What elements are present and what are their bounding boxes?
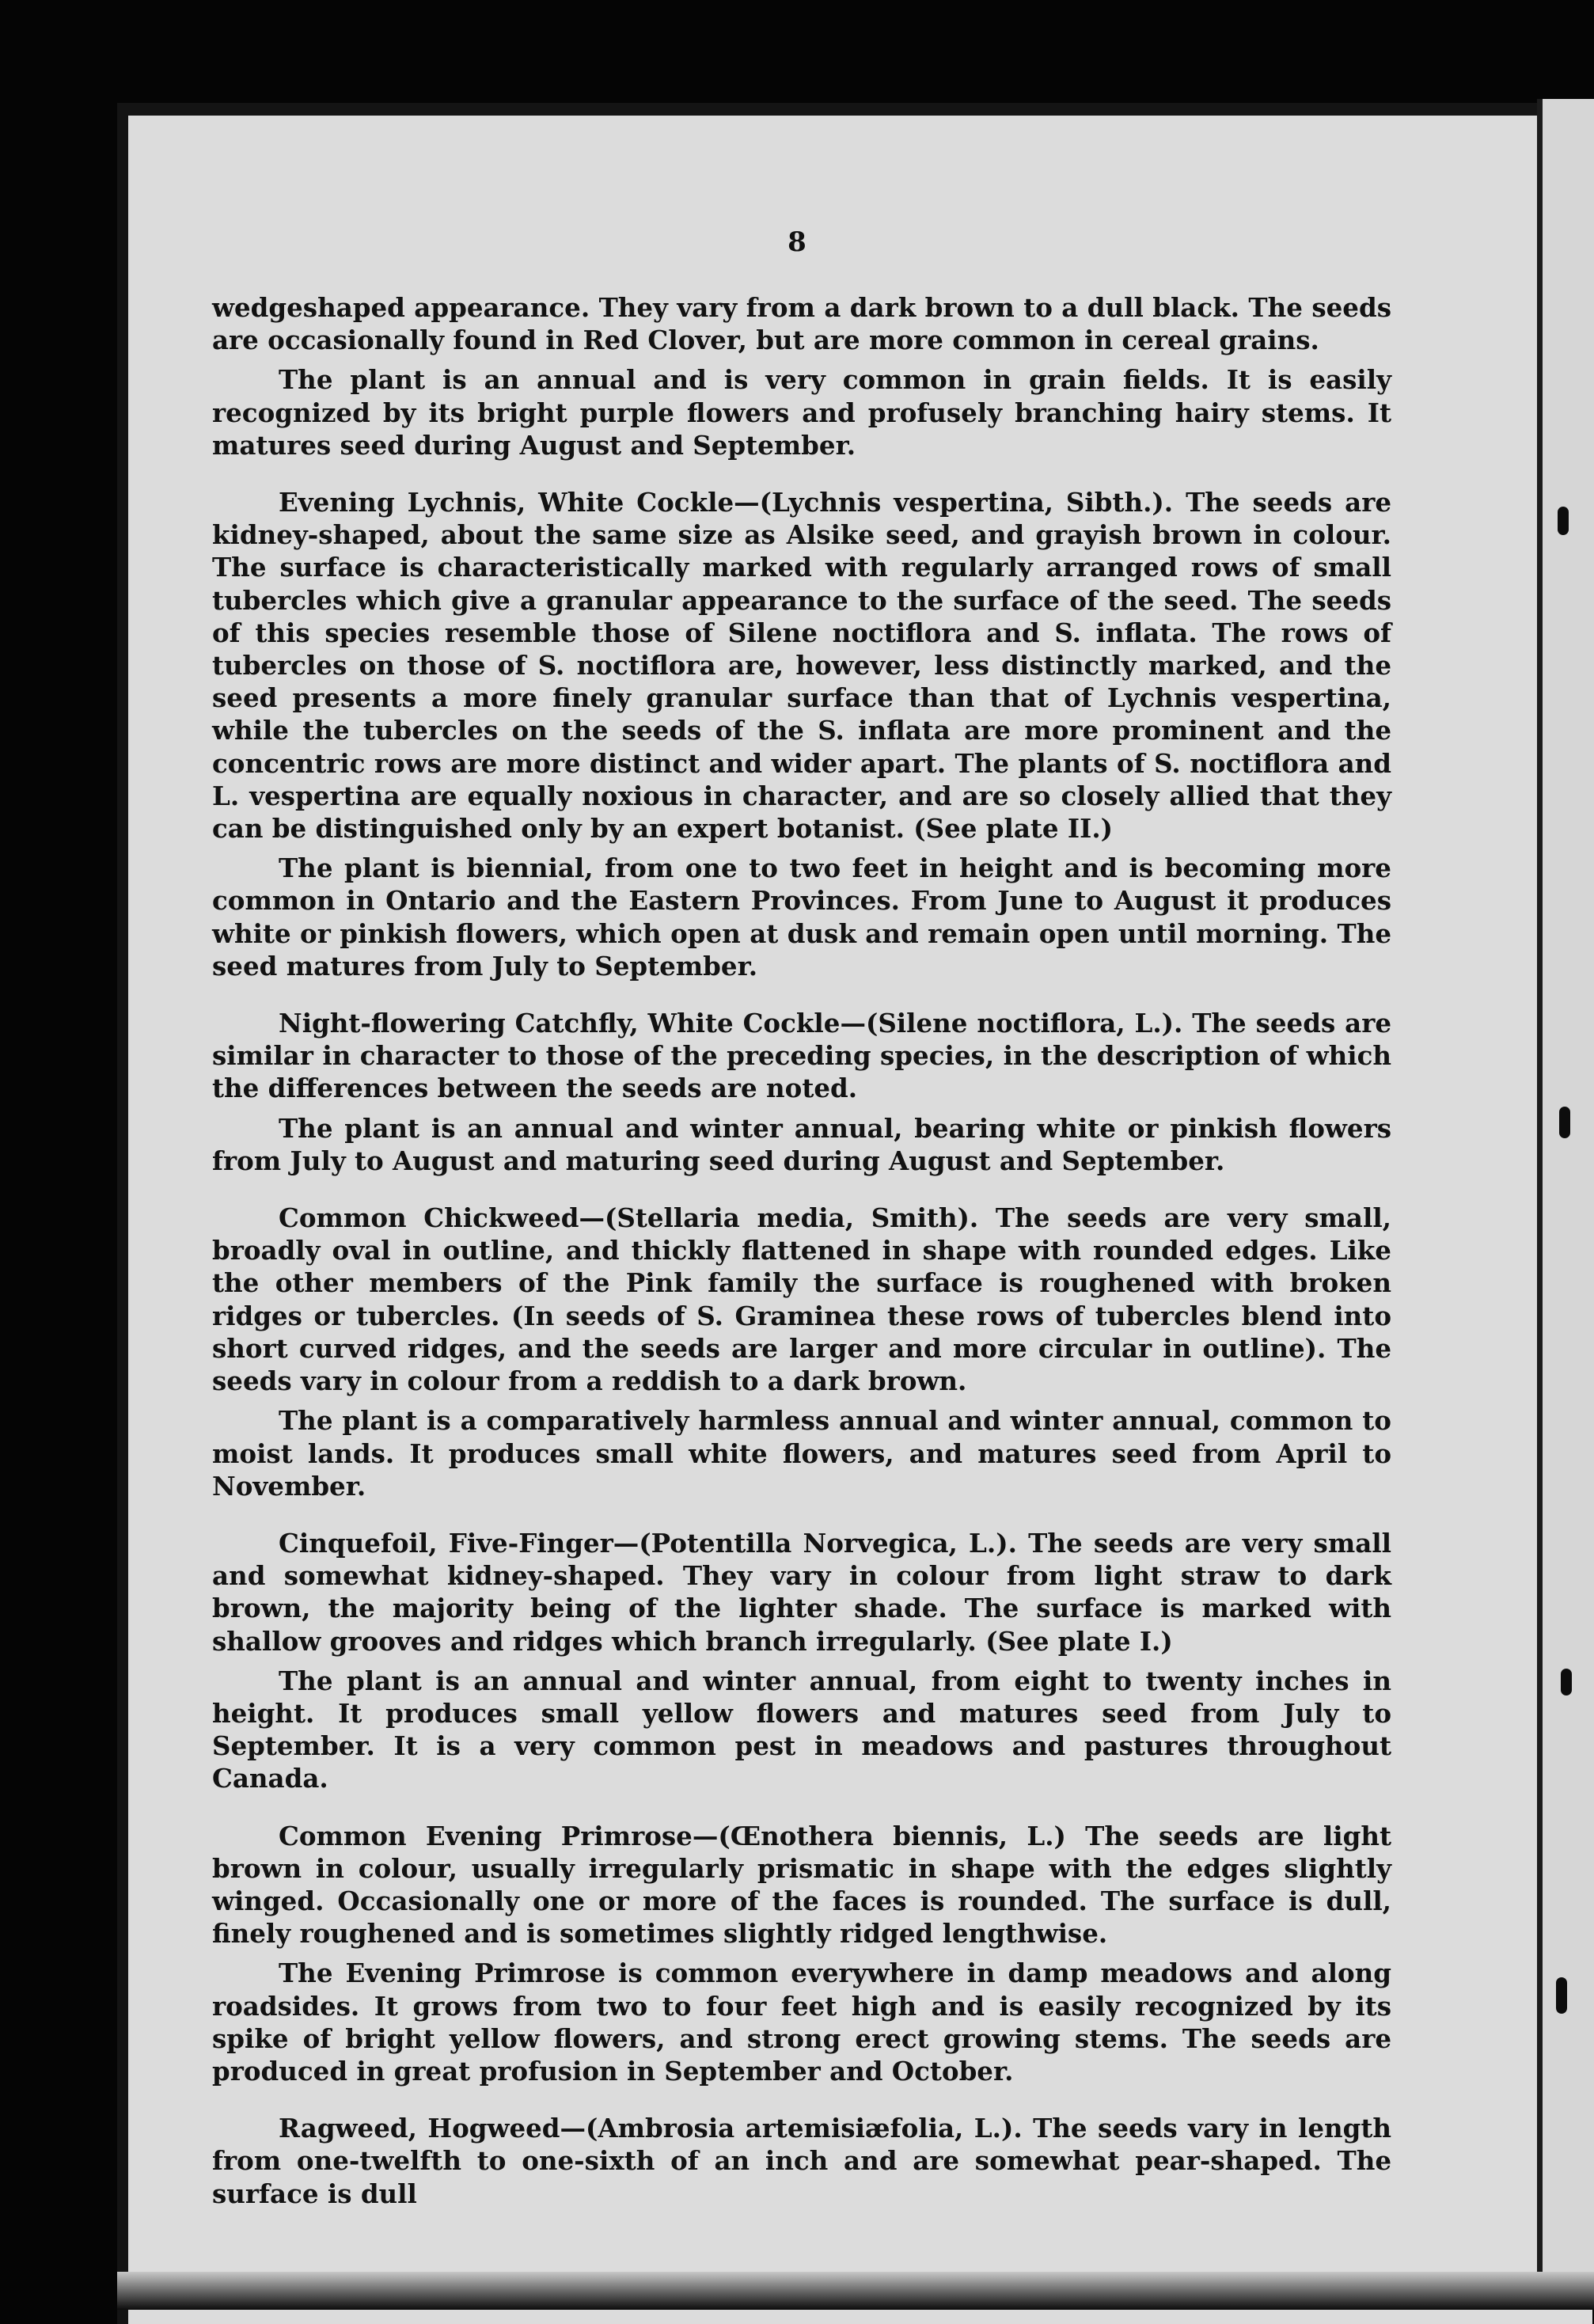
paragraph: Night-flowering Catchfly, White Cockle—(Silene noctiflora, L.). The seeds are similar in character to those of the preceding species, in the description of which the differences between the seeds are noted. bbox=[212, 1008, 1391, 1104]
paragraph: The plant is biennial, from one to two feet in height and is becoming more common in Ontario and the Eastern Provinces. From June to August it produces white or pinkish flowers, which open at dusk and remain open until morning. The seed matures from July to September. bbox=[212, 853, 1391, 982]
paragraph: Common Chickweed—(Stellaria media, Smith). The seeds are very small, broadly oval in outline, and thickly flattened in shape with rounded edges. Like the other members of the Pink family the surface is roughened with broken ridges or tubercles. (In seeds of S. Graminea these rows of tubercles blend into short curved ridges, and the seeds are larger and more circular in outline). The seeds vary in colour from a reddish to a dark brown. bbox=[212, 1202, 1391, 1397]
paragraph: wedgeshaped appearance. They vary from a dark brown to a dull black. The seeds are occasionally found in Red Clover, but are more common in cereal grains. bbox=[212, 292, 1391, 356]
paragraph: The plant is an annual and winter annual, from eight to twenty inches in height. It produces small yellow flowers and matures seed from July to September. It is a very common pest in meadows and pastures throughout Canada. bbox=[212, 1665, 1391, 1794]
paragraph: The plant is an annual and winter annual, bearing white or pinkish flowers from July to August and maturing seed during August and September. bbox=[212, 1112, 1391, 1176]
paragraph: Evening Lychnis, White Cockle—(Lychnis vespertina, Sibth.). The seeds are kidney-shaped, about the same size as Alsike seed, and grayish brown in colour. The surface is characteristically marked with regularly arranged rows of small tubercles which give a granular appearance to the surface of the seed. The seeds of this species resemble those of Silene noctiflora and S. inflata. The rows of tubercles on those of S. noctiflora are, however, less distinctly marked, and the seed presents a more finely granular surface than that of Lychnis vespertina, while the tubercles on the seeds of the S. inflata are more prominent and the concentric rows are more distinct and wider apart. The plants of S. noctiflora and L. vespertina are equally noxious in character, and are so closely allied that they can be distinguished only by an expert botanist. (See plate II.) bbox=[212, 487, 1391, 845]
paragraph: Cinquefoil, Five-Finger—(Potentilla Norvegica, L.). The seeds are very small and somewhat kidney-shaped. They vary in colour from light straw to dark brown, the majority being of the lighter shade. The surface is marked with shallow grooves and ridges which branch irregularly. (See plate I.) bbox=[212, 1527, 1391, 1657]
binding-mark bbox=[1558, 507, 1569, 535]
binding-mark bbox=[1561, 1669, 1572, 1696]
paragraph: The plant is a comparatively harmless annual and winter annual, common to moist lands. It produces small white flowers, and matures seed from April to November. bbox=[212, 1405, 1391, 1502]
adjacent-page-strip bbox=[1543, 99, 1594, 2310]
page-bottom-shadow bbox=[117, 2272, 1594, 2310]
page-body bbox=[212, 291, 1391, 2210]
binding-mark bbox=[1556, 1977, 1567, 2014]
paragraph: Ragweed, Hogweed—(Ambrosia artemisiæfolia, L.). The seeds vary in length from one-twelfth to one-sixth of an inch and are somewhat pear-shaped. The surface is dull bbox=[212, 2113, 1391, 2209]
page-number: 8 bbox=[788, 226, 806, 258]
paragraph: Common Evening Primrose—(Œnothera biennis, L.) The seeds are light brown in colour, usually irregularly prismatic in shape with the edges slightly winged. Occasionally one or more of the faces is rounded. The surface is dull, finely roughened and is sometimes slightly ridged lengthwise. bbox=[212, 1820, 1391, 1950]
page-edge-rule bbox=[1537, 99, 1543, 2310]
paragraph: The plant is an annual and is very common in grain fields. It is easily recognized by its bright purple flowers and profusely branching hairy stems. It matures seed during August and September. bbox=[212, 364, 1391, 461]
paragraph: The Evening Primrose is common everywhere in damp meadows and along roadsides. It grows from two to four feet high and is easily recognized by its spike of bright yellow flowers, and strong erect growing stems. The seeds are produced in great profusion in September and October. bbox=[212, 1958, 1391, 2087]
binding-mark bbox=[1559, 1107, 1570, 1138]
